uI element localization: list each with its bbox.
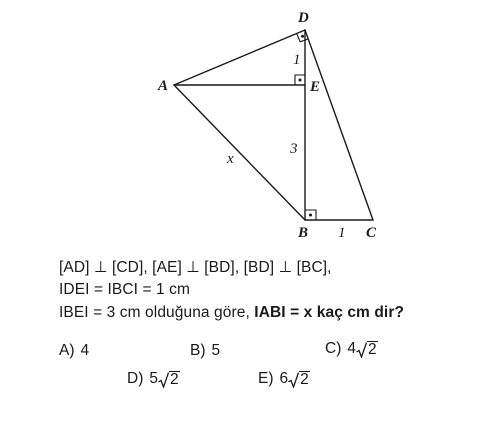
- point-label-D: D: [298, 10, 309, 26]
- right-angle-dot-E: [299, 79, 302, 82]
- choice-D-coef: 5: [149, 370, 158, 387]
- question-line-1: [AD] ⊥ [CD], [AE] ⊥ [BD], [BD] ⊥ [BC],: [59, 259, 332, 276]
- length-label-AB: x: [227, 151, 234, 167]
- choice-E-value: [280, 370, 310, 388]
- choice-C-radicand: 2: [367, 341, 377, 358]
- point-label-E: E: [310, 79, 321, 95]
- choice-E[interactable]: [258, 370, 310, 388]
- choice-D-value: [149, 370, 179, 388]
- point-label-B: B: [298, 225, 309, 241]
- choice-E-coef: 6: [279, 370, 289, 387]
- choice-B[interactable]: [190, 342, 220, 360]
- choice-A-value: 4: [80, 342, 90, 359]
- choice-D[interactable]: [127, 370, 180, 388]
- question-line-2: IDEI = IBCI = 1 cm: [59, 281, 191, 298]
- question-line-3-text: IBEI = 3 cm olduğuna göre,: [59, 304, 255, 321]
- point-label-C: C: [366, 225, 377, 241]
- sqrt-icon: [288, 372, 299, 388]
- length-label-BC: 1: [338, 225, 346, 241]
- choice-C-coef: 4: [347, 340, 356, 357]
- choice-C-value: [347, 340, 377, 358]
- right-angle-dot-D: [301, 35, 304, 38]
- sqrt-icon: [356, 342, 367, 358]
- choice-C-letter: C): [325, 340, 342, 357]
- choice-B-letter: B): [190, 342, 206, 359]
- choice-A[interactable]: [59, 342, 89, 360]
- segment-DC: [305, 30, 373, 220]
- length-label-DE: 1: [293, 52, 301, 68]
- point-label-A: A: [158, 78, 169, 94]
- sqrt-icon: [158, 372, 169, 388]
- choice-D-radicand: 2: [169, 371, 179, 388]
- length-label-EB: 3: [290, 141, 298, 157]
- choice-D-letter: D): [127, 370, 144, 387]
- segment-AB: [174, 85, 305, 220]
- choice-A-letter: A): [59, 342, 75, 359]
- choice-E-letter: E): [258, 370, 274, 387]
- segment-AD: [174, 30, 305, 85]
- question-line-3: [59, 304, 404, 322]
- question-ask: IABI = x kaç cm dir?: [254, 304, 405, 321]
- choice-C[interactable]: [325, 340, 378, 358]
- choice-B-value: 5: [211, 342, 221, 359]
- choice-E-radicand: 2: [300, 371, 309, 388]
- right-angle-dot-B: [309, 214, 312, 217]
